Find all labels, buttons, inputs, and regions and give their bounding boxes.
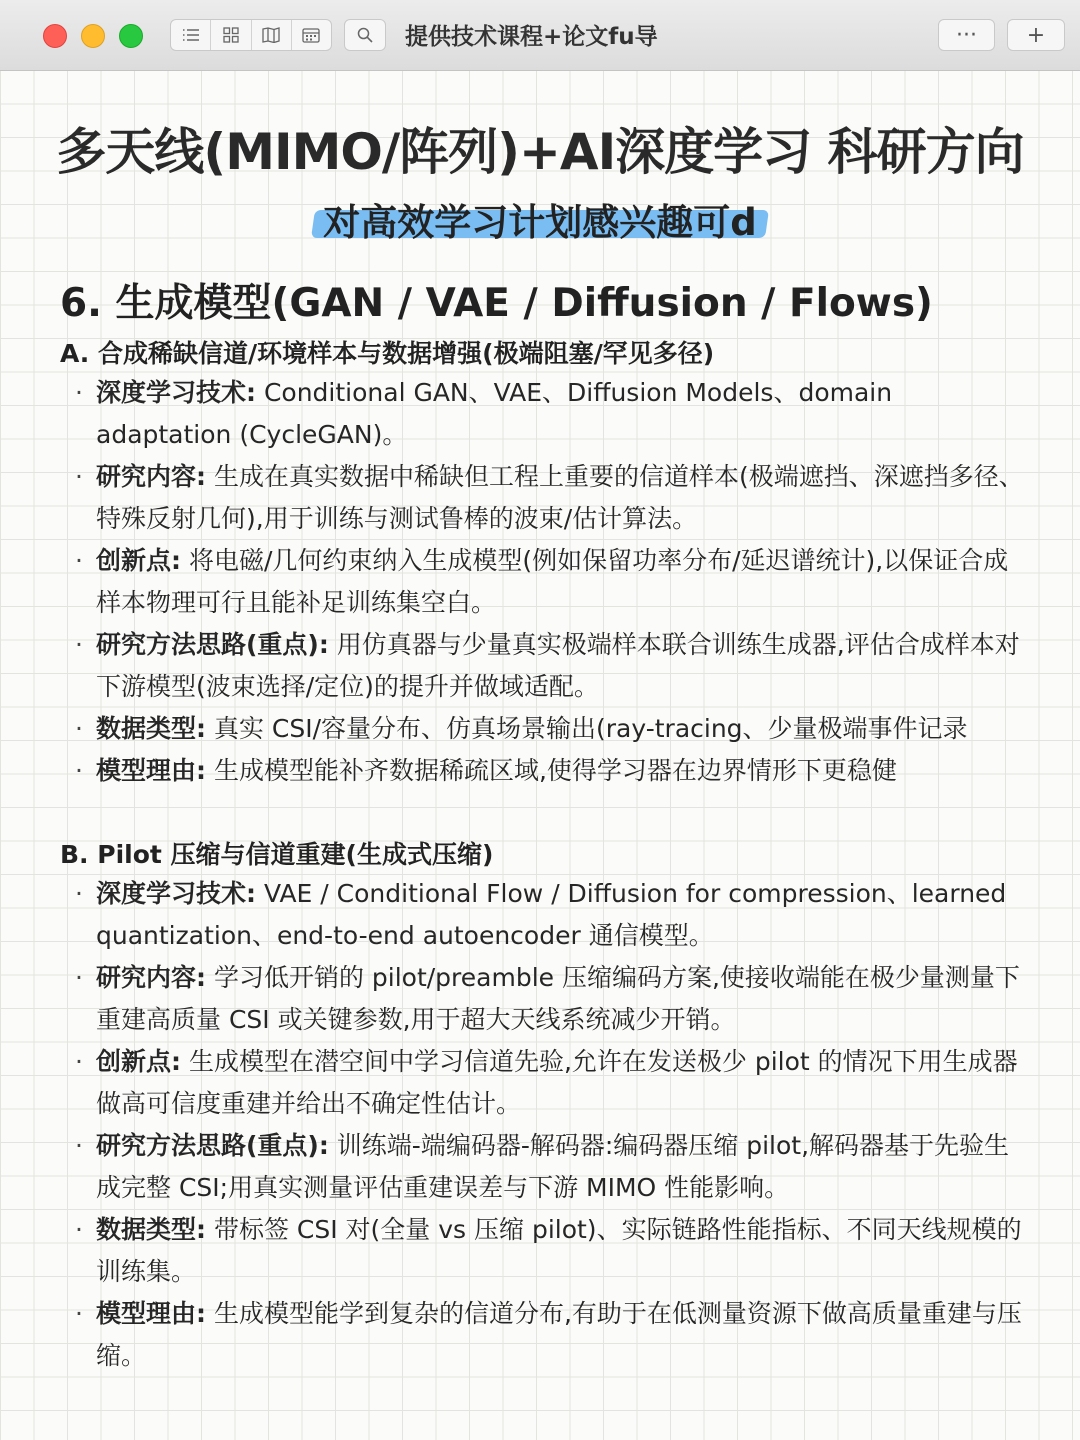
- zoom-window-button[interactable]: [119, 24, 143, 48]
- list-item: [60, 750, 1025, 792]
- search-button[interactable]: [344, 19, 386, 51]
- item-text: 用仿真器与少量真实极端样本联合训练生成器,评估合成样本对下游模型(波束选择/定位)的提升并做域适配。: [96, 630, 1020, 701]
- subtitle-wrapper: [0, 192, 1080, 246]
- item-text: 生成在真实数据中稀缺但工程上重要的信道样本(极端遮挡、深遮挡多径、特殊反射几何),用于训练与测试鲁棒的波束/估计算法。: [96, 462, 1024, 533]
- window-title: 提供技术课程+论文fu导: [405, 24, 658, 50]
- bullet-dot: ·: [75, 1299, 83, 1328]
- list-item: [60, 456, 1025, 540]
- list-item: [60, 1125, 1025, 1209]
- list-item: [60, 708, 1025, 750]
- grid-icon: [223, 27, 239, 43]
- subsection-a-title: A. 合成稀缺信道/环境样本与数据增强(极端阻塞/罕见多径): [60, 339, 715, 368]
- bullet-dot: ·: [75, 1131, 83, 1160]
- item-key: 深度学习技术:: [96, 378, 256, 407]
- item-text: 训练端-端编码器-解码器:编码器压缩 pilot,解码器基于先验生成完整 CSI;用真实测量评估重建误差与下游 MIMO 性能影响。: [96, 1131, 1010, 1202]
- bullet-dot: ·: [75, 879, 83, 908]
- section-title: 6. 生成模型(GAN / VAE / Diffusion / Flows): [60, 281, 933, 326]
- item-key: 数据类型:: [96, 714, 206, 743]
- subsection-a-list: [60, 372, 1025, 792]
- list-item: [60, 873, 1025, 957]
- list-icon: [182, 28, 200, 42]
- item-text: 生成模型能补齐数据稀疏区域,使得学习器在边界情形下更稳健: [206, 756, 897, 785]
- bullet-dot: ·: [75, 1215, 83, 1244]
- more-options-button[interactable]: ···: [938, 19, 995, 51]
- bullet-dot: ·: [75, 630, 83, 659]
- grid-view-button[interactable]: [211, 20, 251, 50]
- close-window-button[interactable]: [43, 24, 67, 48]
- item-text: 将电磁/几何约束纳入生成模型(例如保留功率分布/延迟谱统计),以保证合成样本物理可行且能补足训练集空白。: [96, 546, 1009, 617]
- list-item: [60, 1209, 1025, 1293]
- list-item: [60, 624, 1025, 708]
- item-text: Conditional GAN、VAE、Diffusion Models、domain adaptation (CycleGAN)。: [96, 378, 893, 449]
- search-icon: [357, 27, 373, 43]
- item-text: 生成模型能学到复杂的信道分布,有助于在低测量资源下做高质量重建与压缩。: [96, 1299, 1022, 1370]
- list-item: [60, 540, 1025, 624]
- calendar-view-button[interactable]: [292, 20, 331, 50]
- item-text: 带标签 CSI 对(全量 vs 压缩 pilot)、实际链路性能指标、不同天线规模的训练集。: [96, 1215, 1022, 1286]
- calendar-icon: [302, 27, 320, 43]
- minimize-window-button[interactable]: [81, 24, 105, 48]
- bullet-dot: ·: [75, 963, 83, 992]
- subsection-b-list: [60, 873, 1025, 1377]
- view-mode-toolbar: [170, 19, 332, 51]
- subsection-b-title: B. Pilot 压缩与信道重建(生成式压缩): [60, 840, 494, 869]
- bullet-dot: ·: [75, 756, 83, 785]
- bullet-dot: ·: [75, 1047, 83, 1076]
- subtitle-text: 对高效学习计划感兴趣可d: [323, 201, 757, 244]
- item-key: 数据类型:: [96, 1215, 206, 1244]
- item-text: 真实 CSI/容量分布、仿真场景输出(ray-tracing、少量极端事件记录: [206, 714, 968, 743]
- bullet-dot: ·: [75, 378, 83, 407]
- item-key: 模型理由:: [96, 756, 206, 785]
- bullet-dot: ·: [75, 546, 83, 575]
- item-key: 研究内容:: [96, 462, 206, 491]
- item-key: 创新点:: [96, 1047, 181, 1076]
- item-text: VAE / Conditional Flow / Diffusion for compression、learned quantization、end-to-end autoencoder 通信模型。: [96, 879, 1007, 950]
- highlighted-subtitle: [317, 192, 763, 246]
- page-title: 多天线(MIMO/阵列)+AI深度学习 科研方向: [56, 123, 1024, 181]
- item-text: 学习低开销的 pilot/preamble 压缩编码方案,使接收端能在极少量测量下重建高质量 CSI 或关键参数,用于超大天线系统减少开销。: [96, 963, 1020, 1034]
- book-icon: [262, 27, 280, 43]
- list-view-button[interactable]: [171, 20, 211, 50]
- item-key: 研究内容:: [96, 963, 206, 992]
- window-titlebar: [0, 0, 1080, 71]
- item-key: 研究方法思路(重点):: [96, 630, 329, 659]
- new-note-button[interactable]: +: [1007, 19, 1065, 51]
- item-text: 生成模型在潜空间中学习信道先验,允许在发送极少 pilot 的情况下用生成器做高可信度重建并给出不确定性估计。: [96, 1047, 1018, 1118]
- list-item: [60, 1293, 1025, 1377]
- bullet-dot: ·: [75, 714, 83, 743]
- bullet-dot: ·: [75, 462, 83, 491]
- book-view-button[interactable]: [252, 20, 292, 50]
- item-key: 研究方法思路(重点):: [96, 1131, 329, 1160]
- list-item: [60, 372, 1025, 456]
- item-key: 深度学习技术:: [96, 879, 256, 908]
- item-key: 模型理由:: [96, 1299, 206, 1328]
- list-item: [60, 1041, 1025, 1125]
- list-item: [60, 957, 1025, 1041]
- item-key: 创新点:: [96, 546, 181, 575]
